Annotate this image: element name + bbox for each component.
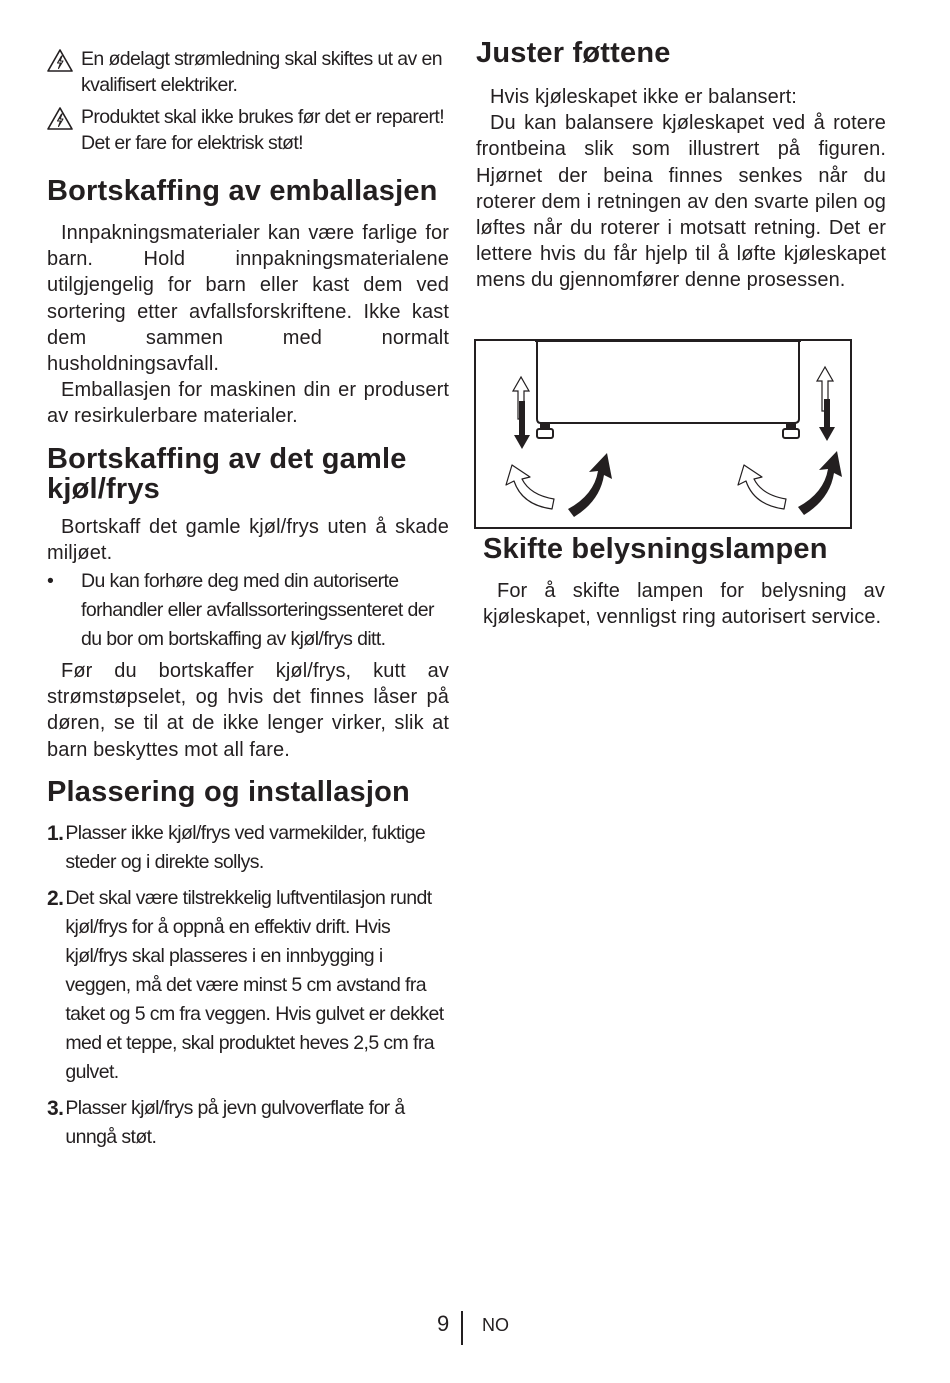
paragraph: Emballasjen for maskinen din er produsert av resirkulerbare materialer. — [47, 379, 449, 428]
rotate-solid-arrow-icon — [798, 451, 842, 515]
lamp-text — [483, 578, 885, 630]
paragraph: Hvis kjøleskapet ikke er balansert: — [490, 86, 797, 108]
section-heading-lamp: Skifte belysningslampen — [483, 533, 828, 565]
feet-text — [476, 84, 886, 294]
packaging-text — [47, 220, 449, 430]
illustration-svg — [476, 341, 850, 527]
paragraph: Innpakningsmaterialer kan være farlige for barn. Hold innpakningsmaterialene utilgjengelig for barn eller kast dem ved sortering etter avfallsforskriftene. Ikke kast dem sammen med normalt husholdningsavfall. — [47, 222, 449, 376]
old-appliance-text-2 — [47, 658, 449, 763]
warning-item — [47, 104, 449, 156]
paragraph: Før du bortskaffer kjøl/frys, kutt av strømstøpselet, og hvis det finnes låser på døren, se til at de ikke lenger virker, slik at barn beskyttes mot all fare. — [47, 660, 449, 761]
warning-text: Produktet skal ikke brukes før det er reparert! Det er fare for elektrisk støt! — [81, 106, 445, 154]
list-text: Plasser ikke kjøl/frys ved varmekilder, fuktige steder og i direkte sollys. — [65, 821, 426, 873]
bullet-list — [47, 567, 449, 654]
paragraph: Du kan balansere kjøleskapet ved å rotere frontbeina slik som illustrert på figuren. Hjørnet der beina finnes senkes når du roterer dem i retningen av den svarte pilen og løftes når du roterer i motsatt retning. Det er lettere hvis du får hjelp til å løfte kjøleskapet mens du gjennomfører denne prosessen. — [476, 112, 886, 292]
paragraph: For å skifte lampen for belysning av kjøleskapet, vennligst ring autorisert service. — [483, 580, 885, 629]
list-text: Det skal være tilstrekkelig luftventilasjon rundt kjøl/frys for å oppnå en effektiv drift. Hvis kjøl/frys skal plasseres i en innbygging i veggen, må det være minst 5 cm avstand fra taket og 5 cm fra veggen. Hvis gulvet er dekket med et teppe, skal produktet heves 2,5 cm fra gulvet. — [65, 886, 444, 1083]
rotate-outline-arrow-icon — [738, 465, 786, 509]
left-column — [47, 46, 449, 1159]
old-appliance-text — [47, 514, 449, 566]
list-item — [47, 884, 449, 1087]
language-code: NO — [482, 1315, 509, 1335]
right-column — [476, 38, 886, 294]
list-item: • Du kan forhøre deg med din autoriserte forhandler eller avfallssorteringssenteret der du bor om bortskaffing av kjøl/frys ditt. — [47, 567, 449, 654]
warning-item — [47, 46, 449, 98]
arrow-down-solid-icon — [514, 401, 530, 449]
list-number: 3. — [47, 1096, 64, 1120]
right-foot-icon — [783, 423, 799, 438]
list-text: Plasser kjøl/frys på jevn gulvoverflate for å unngå støt. — [65, 1096, 405, 1148]
rotate-outline-arrow-icon — [506, 465, 554, 509]
page-number: 9 — [437, 1311, 450, 1336]
section-heading-old-appliance: Bortskaffing av det gamle kjøl/frys — [47, 442, 407, 505]
list-item — [47, 1094, 449, 1152]
placement-list — [47, 819, 449, 1152]
warning-text: En ødelagt strømledning skal skiftes ut av en kvalifisert elektriker. — [81, 48, 443, 96]
left-foot-icon — [537, 423, 553, 438]
section-heading-packaging: Bortskaffing av emballasjen — [47, 175, 438, 207]
section-heading-feet: Juster føttene — [476, 37, 671, 69]
warning-triangle-icon — [47, 104, 75, 137]
footer-divider — [461, 1311, 463, 1345]
page-footer — [0, 1307, 950, 1347]
paragraph: Bortskaff det gamle kjøl/frys uten å skade miljøet. — [47, 515, 449, 564]
rotate-solid-arrow-icon — [568, 453, 612, 517]
list-item — [47, 819, 449, 877]
lamp-section — [483, 534, 885, 630]
list-number: 2. — [47, 886, 64, 910]
list-number: 1. — [47, 821, 64, 845]
section-heading-placement: Plassering og installasjon — [47, 775, 410, 808]
warning-triangle-icon — [47, 46, 75, 79]
feet-adjustment-illustration — [474, 339, 852, 529]
